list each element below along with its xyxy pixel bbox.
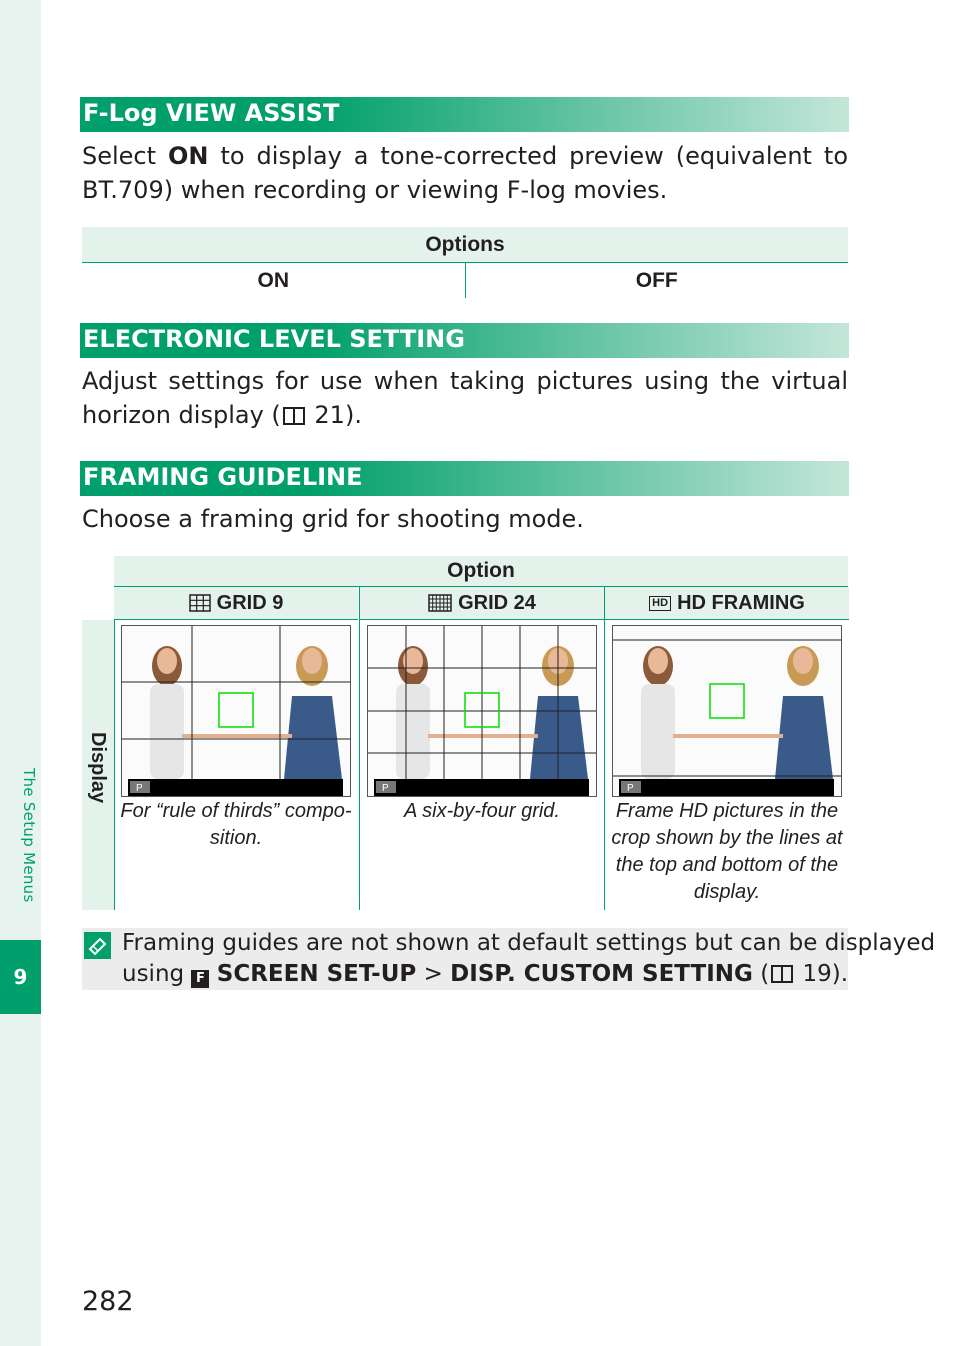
col-label-grid24: GRID 24: [458, 592, 536, 614]
col-label-hd: HD FRAMING: [677, 592, 805, 614]
electronic-level-ref: 21: [314, 401, 345, 429]
flog-heading: F-Log VIEW ASSIST: [80, 97, 849, 132]
note-text: [122, 928, 936, 990]
col-label-grid9: GRID 9: [216, 592, 284, 614]
note-separator: >: [416, 961, 451, 987]
book-icon: [771, 965, 793, 983]
grid9-preview: [121, 625, 351, 797]
note-line1: Framing guides are not shown at default settings but can be displayed: [122, 930, 936, 956]
note-ref: 19: [802, 961, 832, 987]
mode-badge: P: [382, 783, 389, 794]
framing-heading: FRAMING GUIDELINE: [80, 461, 849, 496]
note-ref-pre: (: [752, 961, 770, 987]
flog-options-row: [82, 263, 848, 298]
electronic-level-description: [82, 364, 848, 432]
flog-desc-bold: ON: [168, 142, 209, 170]
mode-badge: P: [627, 783, 634, 794]
grid9-cell: [114, 620, 358, 910]
electronic-level-desc-post: ).: [344, 401, 362, 429]
page-number: 282: [82, 1286, 134, 1317]
note-menu1: SCREEN SET-UP: [216, 961, 417, 987]
note-ref-post: ).: [831, 961, 849, 987]
option-on: ON: [257, 269, 289, 292]
col-header-hd: [604, 587, 849, 620]
col-header-grid9: [114, 587, 358, 620]
hd-icon: HD: [649, 596, 671, 611]
hd-cell: [604, 620, 849, 910]
framing-description: Choose a framing grid for shooting mode.: [82, 505, 584, 533]
grid9-icon: [189, 594, 211, 612]
book-icon: [283, 407, 305, 425]
flog-options-header: Options: [82, 227, 848, 263]
mode-badge: P: [136, 783, 143, 794]
grid9-caption: For “rule of thirds” compo-sition.: [120, 800, 352, 849]
flog-options-table: [82, 227, 848, 298]
hd-caption: Frame HD pictures in the crop shown by the lines at the top and bottom of the display.: [611, 800, 843, 903]
note-box: [82, 928, 936, 990]
framing-option-header: Option: [114, 556, 848, 587]
note-icon: [84, 932, 111, 959]
display-row-header: [82, 620, 115, 910]
hd-preview: [612, 625, 842, 797]
setup-menu-icon: F: [191, 970, 209, 988]
note-menu2: DISP. CUSTOM SETTING: [450, 961, 753, 987]
option-off: OFF: [465, 263, 849, 298]
electronic-level-heading: ELECTRONIC LEVEL SETTING: [80, 323, 849, 358]
section-label: The Setup Menus: [20, 768, 38, 903]
flog-description: [82, 139, 848, 207]
display-row-label: Display: [87, 732, 109, 804]
grid24-caption: A six-by-four grid.: [404, 800, 560, 822]
note-line2: [122, 959, 848, 990]
side-tab: [0, 0, 41, 1346]
flog-desc-pre: Select: [82, 142, 169, 170]
grid24-cell: [359, 620, 604, 910]
col-header-grid24: [359, 587, 604, 620]
framing-table: [82, 556, 848, 910]
chapter-number: 9: [0, 940, 41, 1014]
grid24-preview: [367, 625, 597, 797]
electronic-level-desc-pre: Adjust settings for use when taking pictures using the virtual horizon display (: [82, 367, 848, 429]
note-line2-pre: using: [122, 961, 192, 987]
flog-desc-post: to display a tone-corrected preview (equivalent to BT.709) when recording or viewing F-log movies.: [82, 142, 849, 204]
table-corner: [82, 556, 115, 619]
grid24-icon: [428, 594, 452, 612]
